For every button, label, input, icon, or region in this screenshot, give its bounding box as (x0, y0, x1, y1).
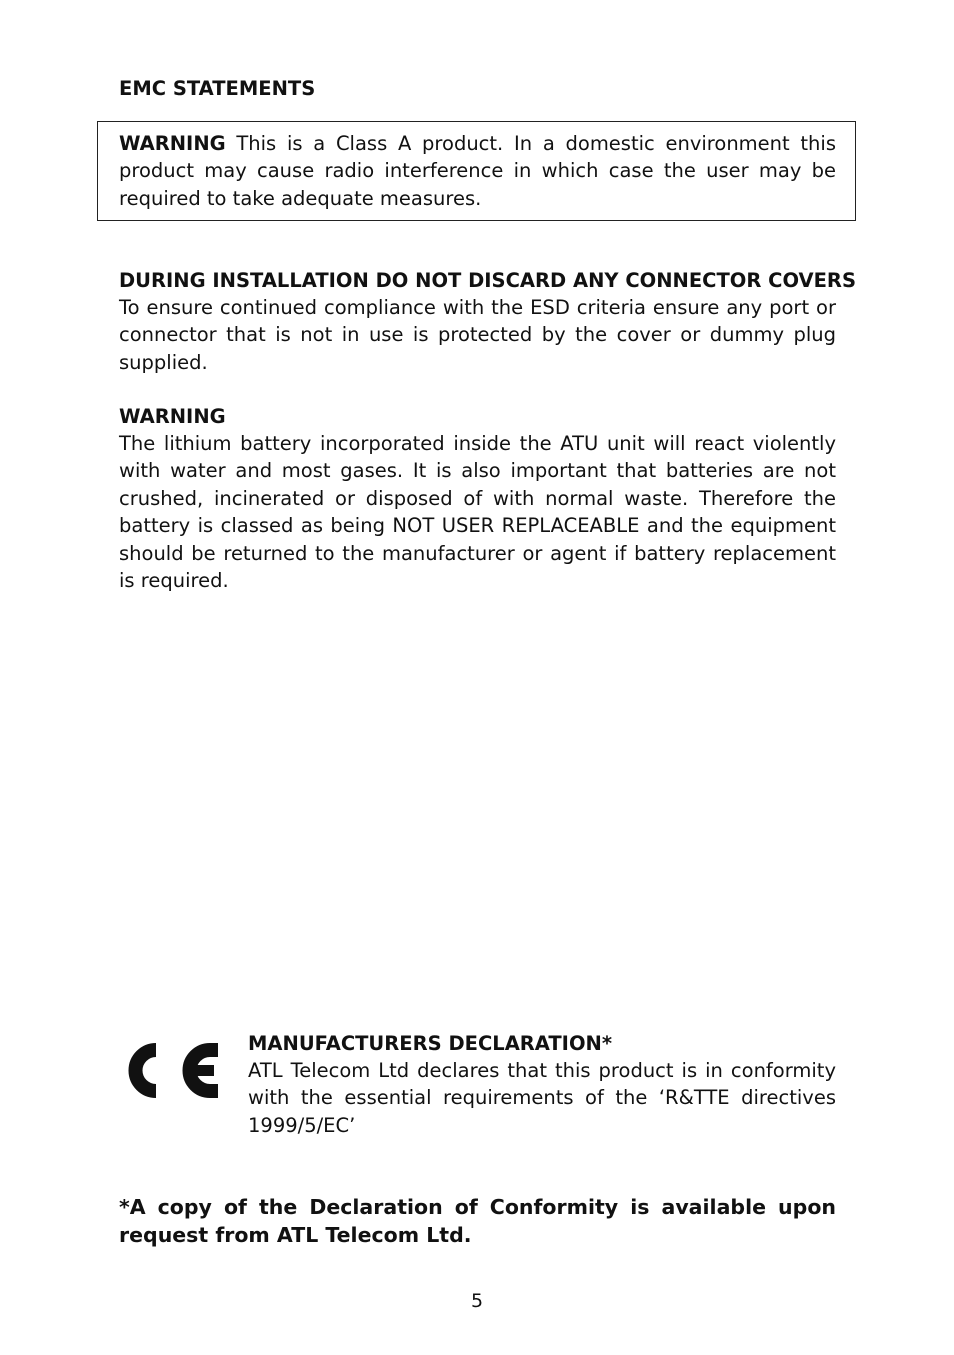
class-a-warning-paragraph (119, 130, 836, 212)
connector-covers-text: To ensure continued compliance with the ESD criteria ensure any port or connector that is not in use is protected by the cover or dummy plug supplied. (119, 296, 836, 374)
manufacturers-declaration-text: ATL Telecom Ltd declares that this product is in conformity with the essential requirements of the ‘R&TTE directives 1999/5/EC’ (248, 1059, 836, 1137)
connector-covers-heading: DURING INSTALLATION DO NOT DISCARD ANY CONNECTOR COVERS (119, 269, 856, 292)
page-number: 5 (470, 1290, 484, 1312)
declaration-footnote: *A copy of the Declaration of Conformity is available upon request from ATL Telecom Ltd. (119, 1195, 836, 1247)
class-a-warning-box (97, 121, 856, 221)
ce-mark-logo (116, 1033, 220, 1108)
manufacturers-declaration-heading: MANUFACTURERS DECLARATION* (248, 1032, 613, 1055)
battery-warning-heading: WARNING (119, 405, 226, 428)
class-a-warning-text: This is a Class A product. In a domestic environment this product may cause radio interference in which case the user may be required to take adequate measures. (119, 132, 836, 210)
class-a-warning-label: WARNING (119, 132, 226, 155)
battery-warning-text: The lithium battery incorporated inside the ATU unit will react violently with water and most gases. It is also important that batteries are not crushed, incinerated or disposed of with normal waste. Therefore the battery is classed as being NOT USER REPLACEABLE and the equipment should be returned to the manufacturer or agent if battery replacement is required. (119, 432, 836, 593)
emc-statements-heading: EMC STATEMENTS (119, 77, 316, 100)
